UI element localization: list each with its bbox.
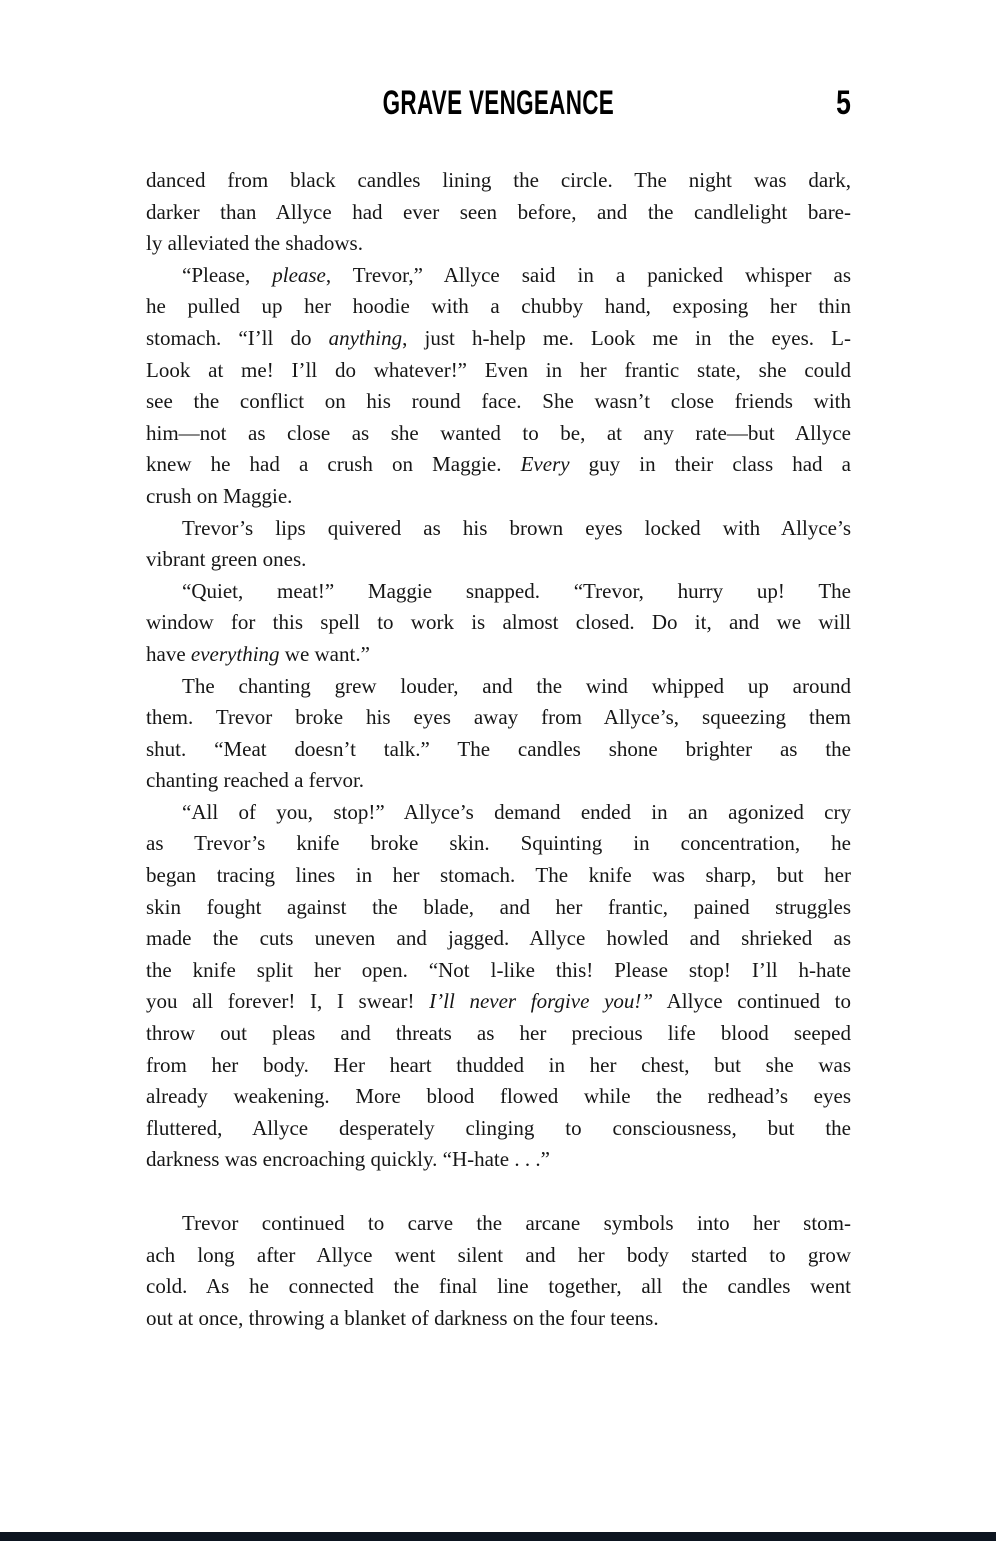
text-line	[146, 355, 851, 387]
text-line	[146, 923, 851, 955]
text-line	[146, 797, 851, 829]
italic-text-run: please	[272, 262, 326, 287]
text-line	[146, 1144, 851, 1176]
text-run: guy in their class had a	[569, 452, 851, 477]
text-run: fluttered, Allyce desperately clinging to consciousness, but the	[146, 1115, 851, 1140]
text-line	[146, 323, 851, 355]
text-run: you all forever! I, I swear!	[146, 989, 430, 1014]
text-line	[146, 481, 851, 513]
text-line	[146, 197, 851, 229]
text-line	[146, 165, 851, 197]
text-run: began tracing lines in her stomach. The knife was sharp, but her	[146, 863, 851, 888]
text-run: knew he had a crush on Maggie.	[146, 452, 521, 477]
text-line	[146, 671, 851, 703]
text-line	[146, 1208, 851, 1240]
text-line	[146, 513, 851, 545]
italic-text-run: anything	[328, 325, 403, 350]
paragraph	[146, 671, 851, 797]
text-line	[146, 1081, 851, 1113]
italic-text-run: Every	[520, 452, 570, 477]
text-run: darker than Allyce had ever seen before, and the candlelight bare-	[146, 199, 851, 224]
page-number: 5	[836, 84, 851, 122]
text-run: Trevor continued to carve the arcane symbols into her stom-	[182, 1211, 851, 1235]
text-run: Trevor’s lips quivered as his brown eyes locked with Allyce’s	[182, 515, 851, 540]
text-run: the knife split her open. “Not l-like this! Please stop! I’ll h-hate	[146, 957, 851, 982]
paragraph	[146, 797, 851, 1176]
text-run: crush on Maggie.	[146, 483, 293, 508]
text-run: “All of you, stop!” Allyce’s demand ended in an agonized cry	[182, 799, 851, 824]
text-line	[146, 828, 851, 860]
text-run: he pulled up her hoodie with a chubby hand, exposing her thin	[146, 294, 851, 319]
text-line	[146, 260, 851, 292]
text-run: shut. “Meat doesn’t talk.” The candles shone brighter as the	[146, 736, 851, 761]
text-run: Look at me! I’ll do whatever!” Even in her frantic state, she could	[146, 357, 851, 382]
text-run: ach long after Allyce went silent and her body started to grow	[146, 1242, 851, 1267]
text-line	[146, 734, 851, 766]
text-line	[146, 291, 851, 323]
text-run: window for this spell to work is almost closed. Do it, and we will	[146, 610, 851, 635]
bottom-edge-bar	[0, 1532, 996, 1541]
text-line	[146, 418, 851, 450]
text-run: darkness was encroaching quickly. “H-hate . . .”	[146, 1147, 550, 1172]
text-run: we want.”	[279, 641, 370, 666]
text-line	[146, 860, 851, 892]
text-line	[146, 1303, 851, 1335]
text-line	[146, 228, 851, 260]
italic-text-run: everything	[190, 641, 280, 666]
text-run: The chanting grew louder, and the wind whipped up around	[182, 673, 851, 698]
text-run: danced from black candles lining the circle. The night was dark,	[146, 168, 851, 192]
text-line	[146, 607, 851, 639]
text-run: already weakening. More blood flowed while the redhead’s eyes	[146, 1084, 851, 1109]
paragraph	[146, 576, 851, 671]
text-line	[146, 955, 851, 987]
text-line	[146, 1050, 851, 1082]
text-line	[146, 1240, 851, 1272]
paragraph	[146, 165, 851, 260]
paragraph	[146, 1208, 851, 1334]
running-header	[146, 86, 851, 120]
text-line	[146, 449, 851, 481]
text-run: stomach. “I’ll do	[146, 325, 329, 350]
text-run: him—not as close as she wanted to be, at any rate—but Allyce	[146, 420, 851, 445]
paragraph	[146, 513, 851, 576]
text-run: as Trevor’s knife broke skin. Squinting in concentration, he	[146, 831, 851, 856]
text-line	[146, 544, 851, 576]
text-run: throw out pleas and threats as her precious life blood seeped	[146, 1021, 851, 1046]
text-line	[146, 702, 851, 734]
paragraph	[146, 260, 851, 513]
text-run: Allyce continued to	[653, 989, 851, 1014]
body-text	[146, 165, 851, 1334]
text-line	[146, 986, 851, 1018]
text-run: out at once, throwing a blanket of darkness on the four teens.	[146, 1305, 659, 1330]
text-run: cold. As he connected the final line together, all the candles went	[146, 1274, 851, 1299]
book-title: GRAVE VENGEANCE	[382, 84, 615, 122]
text-line	[146, 892, 851, 924]
text-run: see the conflict on his round face. She wasn’t close friends with	[146, 389, 851, 414]
text-run: from her body. Her heart thudded in her chest, but she was	[146, 1052, 851, 1077]
text-line	[146, 1018, 851, 1050]
text-run: “Please,	[182, 262, 273, 287]
text-line	[146, 1271, 851, 1303]
text-line	[146, 386, 851, 418]
text-run: skin fought against the blade, and her frantic, pained struggles	[146, 894, 851, 919]
text-run: vibrant green ones.	[146, 547, 307, 572]
text-run: them. Trevor broke his eyes away from Allyce’s, squeezing them	[146, 705, 851, 730]
text-run: ly alleviated the shadows.	[146, 231, 363, 256]
text-run: “Quiet, meat!” Maggie snapped. “Trevor, hurry up! The	[182, 578, 851, 603]
text-run: , Trevor,” Allyce said in a panicked whisper as	[325, 262, 851, 287]
text-run: made the cuts uneven and jagged. Allyce howled and shrieked as	[146, 926, 851, 951]
text-run: chanting reached a fervor.	[146, 768, 365, 793]
text-run: have	[146, 641, 191, 666]
text-line	[146, 1113, 851, 1145]
italic-text-run: I’ll never forgive you!”	[429, 989, 654, 1014]
text-line	[146, 765, 851, 797]
text-line	[146, 576, 851, 608]
text-run: , just h-help me. Look me in the eyes. L-	[402, 325, 851, 350]
text-line	[146, 639, 851, 671]
